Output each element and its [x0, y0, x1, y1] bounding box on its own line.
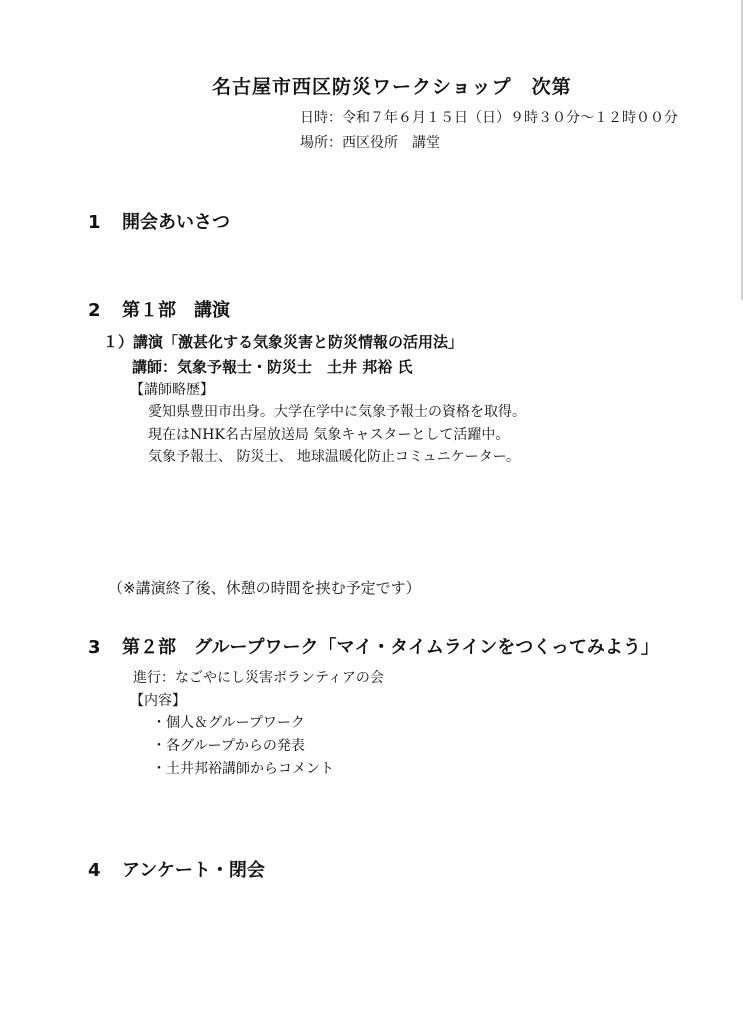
section-title: 第２部 グループワーク「マイ・タイムラインをつくってみよう」	[122, 637, 659, 658]
document-title: 名古屋市西区防災ワークショップ 次第	[212, 76, 572, 98]
section-title: 第１部 講演	[122, 300, 230, 321]
lecture-subtitle: １）講演「激甚化する気象災害と防災情報の活用法」	[103, 333, 464, 351]
section-title: 開会あいさつ	[122, 212, 230, 233]
career-line: 愛知県豊田市出身。大学在学中に気象予報士の資格を取得。	[148, 404, 526, 420]
content-item: ・土井邦裕講師からコメント	[152, 761, 334, 777]
career-line: 気象予報士、 防災士、 地球温暖化防止コミュニケーター。	[148, 449, 521, 465]
section-1-heading	[88, 208, 230, 234]
section-title: アンケート・閉会	[122, 860, 265, 881]
section-number: 3	[88, 637, 101, 658]
section-3-heading	[88, 633, 659, 659]
event-place: 場所：西区役所 講堂	[300, 135, 440, 151]
break-note: （※講演終了後、休憩の時間を挟む予定です）	[108, 579, 421, 597]
career-heading: 【講師略歴】	[130, 382, 214, 398]
section-number: 2	[88, 300, 101, 321]
content-item: ・各グループからの発表	[152, 738, 305, 754]
section-number: 4	[88, 860, 101, 881]
section-2-heading	[88, 296, 230, 322]
content-item: ・個人＆グループワーク	[152, 715, 305, 731]
facilitator: 進行：なごやにし災害ボランティアの会	[133, 670, 384, 686]
career-line: 現在はNHK名古屋放送局 気象キャスターとして活躍中。	[148, 427, 510, 443]
event-date: 日時：令和７年６月１５日（日）９時３０分～１２時００分	[300, 110, 678, 126]
content-heading: 【内容】	[130, 693, 186, 709]
section-4-heading	[88, 856, 265, 882]
section-number: 1	[88, 212, 101, 233]
lecturer-name: 講師：気象予報士・防災士 土井 邦裕 氏	[132, 358, 413, 376]
